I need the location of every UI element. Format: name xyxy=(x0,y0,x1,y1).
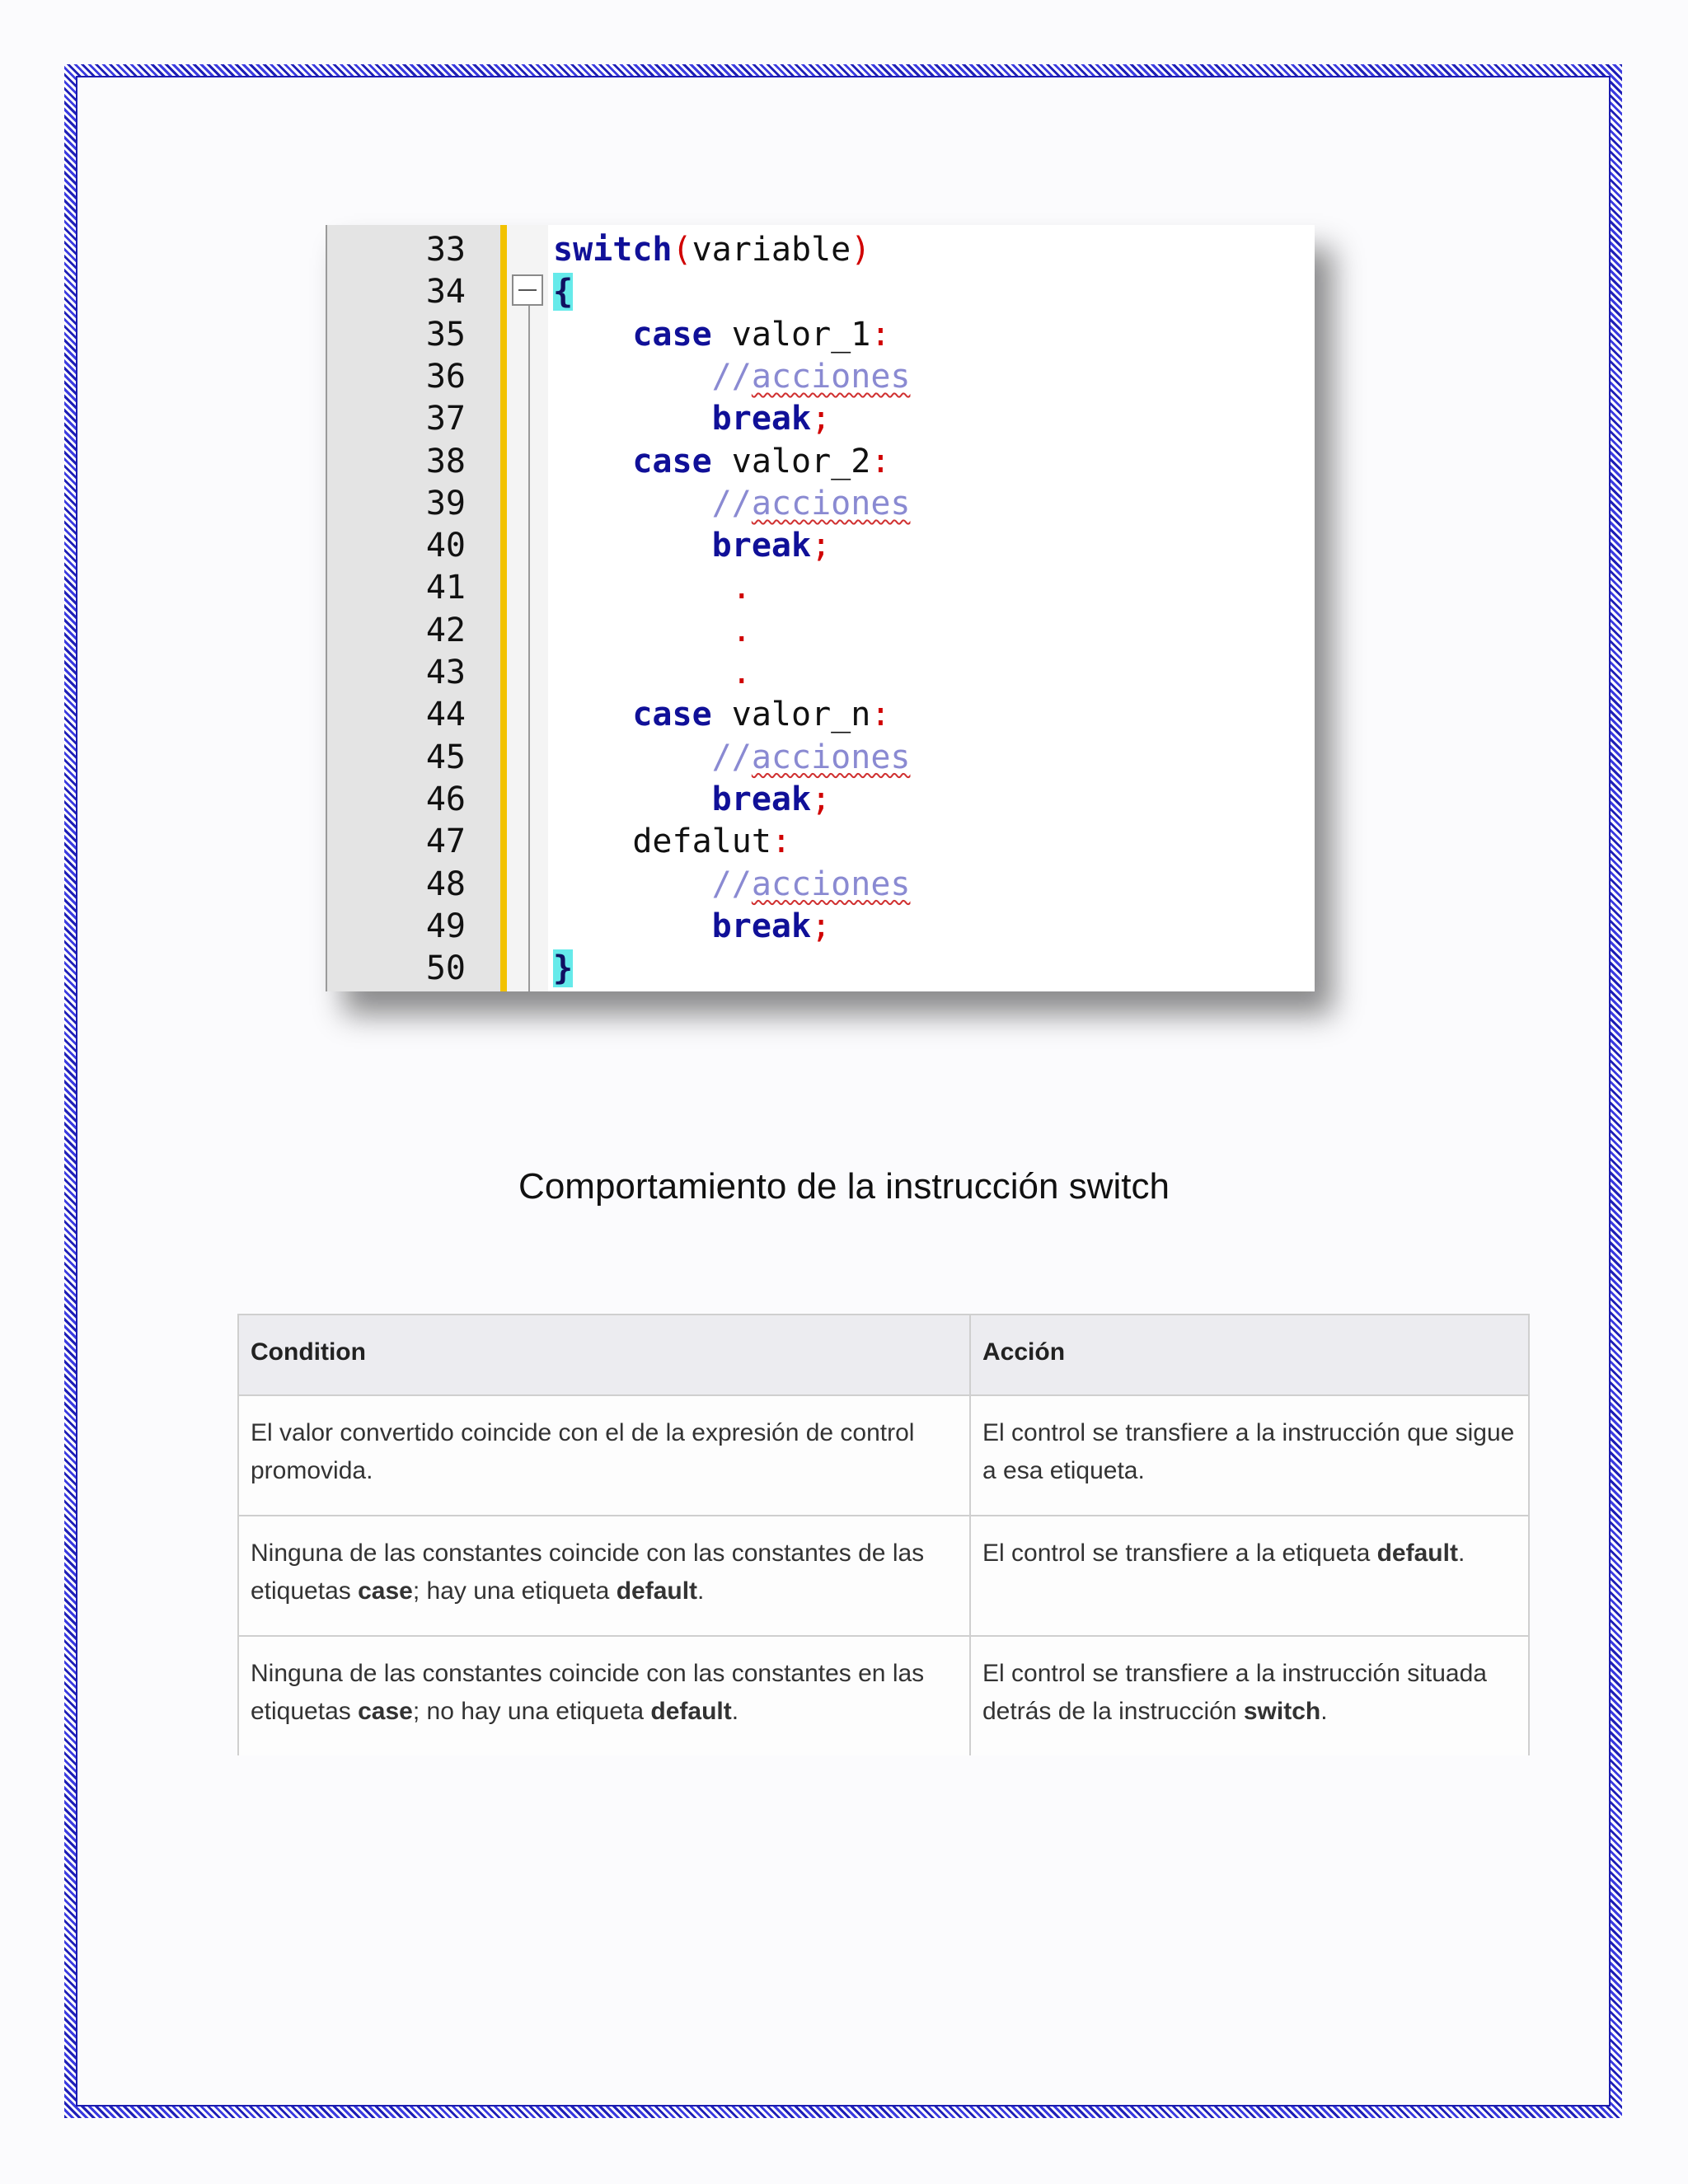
cell-text: ; hay una etiqueta xyxy=(412,1577,617,1605)
code-token: } xyxy=(553,949,574,988)
line-number: 39 xyxy=(425,484,466,523)
code-line xyxy=(326,566,1315,609)
accion-cell xyxy=(970,1636,1529,1755)
code-token: case xyxy=(632,315,712,354)
code-text xyxy=(553,566,752,609)
line-number: 44 xyxy=(425,696,466,734)
line-number: 38 xyxy=(425,442,466,480)
keyword-text: default xyxy=(616,1577,698,1605)
line-number: 43 xyxy=(425,654,466,691)
line-number: 36 xyxy=(425,357,466,396)
code-token: valor_n xyxy=(711,696,871,734)
line-number: 48 xyxy=(425,865,466,903)
code-text xyxy=(553,693,890,736)
code-text xyxy=(553,482,910,525)
code-token: break xyxy=(711,780,812,818)
code-line xyxy=(326,863,1315,906)
code-text xyxy=(553,651,752,694)
code-token xyxy=(553,907,712,945)
line-number: 34 xyxy=(425,273,466,312)
code-token: variable xyxy=(692,231,851,269)
line-number: 41 xyxy=(425,569,466,607)
code-token xyxy=(553,654,732,691)
cell-text: . xyxy=(731,1698,739,1725)
code-token: acciones xyxy=(751,865,911,903)
keyword-text: case xyxy=(358,1577,413,1605)
code-line xyxy=(326,778,1315,821)
code-token: valor_1 xyxy=(711,315,871,354)
keyword-text: default xyxy=(1376,1540,1458,1567)
code-line xyxy=(326,736,1315,779)
cell-text: ; no hay una etiqueta xyxy=(412,1698,651,1725)
code-text xyxy=(553,313,890,356)
column-header-accion: Acción xyxy=(970,1315,1529,1395)
figure-caption: Comportamiento de la instrucción switch xyxy=(518,1166,1170,1207)
cell-text: El control se transfiere a la instrucción situada detrás de la instrucción xyxy=(982,1660,1487,1725)
code-text xyxy=(553,820,791,863)
code-line xyxy=(326,947,1315,990)
code-token: defalut xyxy=(553,823,771,861)
code-token: : xyxy=(771,823,791,861)
code-text xyxy=(553,863,910,906)
code-token xyxy=(553,569,732,607)
accion-cell xyxy=(970,1395,1529,1516)
code-text xyxy=(553,947,573,990)
cell-text: El control se transfiere a la instrucción que sigue a esa etiqueta. xyxy=(982,1419,1515,1484)
keyword-text: default xyxy=(650,1698,732,1725)
code-token: // xyxy=(711,484,752,523)
code-text xyxy=(553,355,910,398)
line-number: 50 xyxy=(425,949,466,988)
line-number: 40 xyxy=(425,527,466,565)
table-row xyxy=(238,1636,1529,1755)
switch-behaviour-table xyxy=(237,1314,1530,1755)
code-token xyxy=(553,865,712,903)
code-text xyxy=(553,524,831,567)
code-text xyxy=(553,228,870,271)
code-line xyxy=(326,905,1315,948)
cell-text: . xyxy=(1457,1540,1465,1567)
code-line xyxy=(326,228,1315,271)
code-token: { xyxy=(553,273,574,312)
line-number: 37 xyxy=(425,400,466,438)
code-text xyxy=(553,778,831,821)
condition-cell xyxy=(238,1516,970,1636)
code-editor-screenshot xyxy=(326,225,1315,991)
code-token xyxy=(553,738,712,776)
code-token: . xyxy=(731,611,752,649)
code-token xyxy=(553,780,712,818)
code-token: break xyxy=(711,400,812,438)
line-number: 46 xyxy=(425,780,466,818)
cell-text: . xyxy=(697,1577,705,1605)
condition-cell xyxy=(238,1395,970,1516)
code-token: ( xyxy=(672,231,692,269)
code-token xyxy=(553,400,712,438)
code-line xyxy=(326,397,1315,440)
line-number: 42 xyxy=(425,611,466,649)
code-token: // xyxy=(711,357,752,396)
code-token: break xyxy=(711,907,812,945)
cell-text: . xyxy=(1320,1698,1328,1725)
code-token: . xyxy=(731,654,752,691)
condition-cell xyxy=(238,1636,970,1755)
cell-text: Ninguna de las constantes coincide con las constantes en las etiquetas xyxy=(251,1660,925,1725)
code-token: : xyxy=(870,442,891,480)
accion-cell xyxy=(970,1516,1529,1636)
code-token: case xyxy=(632,696,712,734)
code-line xyxy=(326,440,1315,483)
cell-text: El control se transfiere a la etiqueta xyxy=(982,1540,1377,1567)
code-text xyxy=(553,440,890,483)
code-token: // xyxy=(711,738,752,776)
table-row xyxy=(238,1395,1529,1516)
line-number: 35 xyxy=(425,315,466,354)
code-token xyxy=(553,443,632,480)
code-text xyxy=(553,397,831,440)
table-header-row xyxy=(238,1315,1529,1395)
code-token: acciones xyxy=(751,738,911,776)
line-number: 49 xyxy=(425,907,466,945)
code-line xyxy=(326,524,1315,567)
code-text xyxy=(553,905,831,948)
code-text xyxy=(553,736,910,779)
table-row xyxy=(238,1516,1529,1636)
code-token xyxy=(553,612,732,649)
table-body xyxy=(238,1395,1529,1755)
code-token xyxy=(553,696,632,733)
cell-text: Ninguna de las constantes coincide con las constantes de las etiquetas xyxy=(251,1540,925,1605)
code-token: ; xyxy=(811,907,832,945)
code-line xyxy=(326,313,1315,356)
code-token: // xyxy=(711,865,752,903)
code-token: case xyxy=(632,442,712,480)
code-token: acciones xyxy=(751,484,911,523)
code-line xyxy=(326,609,1315,652)
code-line xyxy=(326,355,1315,398)
code-token: ; xyxy=(811,527,832,565)
code-token: valor_2 xyxy=(711,442,871,480)
code-token: break xyxy=(711,527,812,565)
code-token xyxy=(553,527,712,565)
code-token: : xyxy=(870,315,891,354)
code-text xyxy=(553,609,752,652)
line-number: 47 xyxy=(425,823,466,861)
code-line xyxy=(326,651,1315,694)
code-line xyxy=(326,693,1315,736)
code-token: acciones xyxy=(751,357,911,396)
line-number: 33 xyxy=(425,231,466,269)
code-token xyxy=(553,485,712,523)
code-line xyxy=(326,270,1315,313)
code-token xyxy=(553,358,712,396)
code-line xyxy=(326,820,1315,863)
code-token: . xyxy=(731,569,752,607)
code-text xyxy=(553,270,573,313)
code-token: ; xyxy=(811,400,832,438)
code-line xyxy=(326,482,1315,525)
keyword-text: switch xyxy=(1243,1698,1321,1725)
code-token xyxy=(553,316,632,354)
code-token: switch xyxy=(553,231,673,269)
code-token: : xyxy=(870,696,891,734)
code-token: ) xyxy=(851,231,871,269)
column-header-condition: Condition xyxy=(238,1315,970,1395)
code-token: ; xyxy=(811,780,832,818)
keyword-text: case xyxy=(358,1698,413,1725)
line-number: 45 xyxy=(425,738,466,776)
cell-text: El valor convertido coincide con el de la expresión de control promovida. xyxy=(251,1419,915,1484)
